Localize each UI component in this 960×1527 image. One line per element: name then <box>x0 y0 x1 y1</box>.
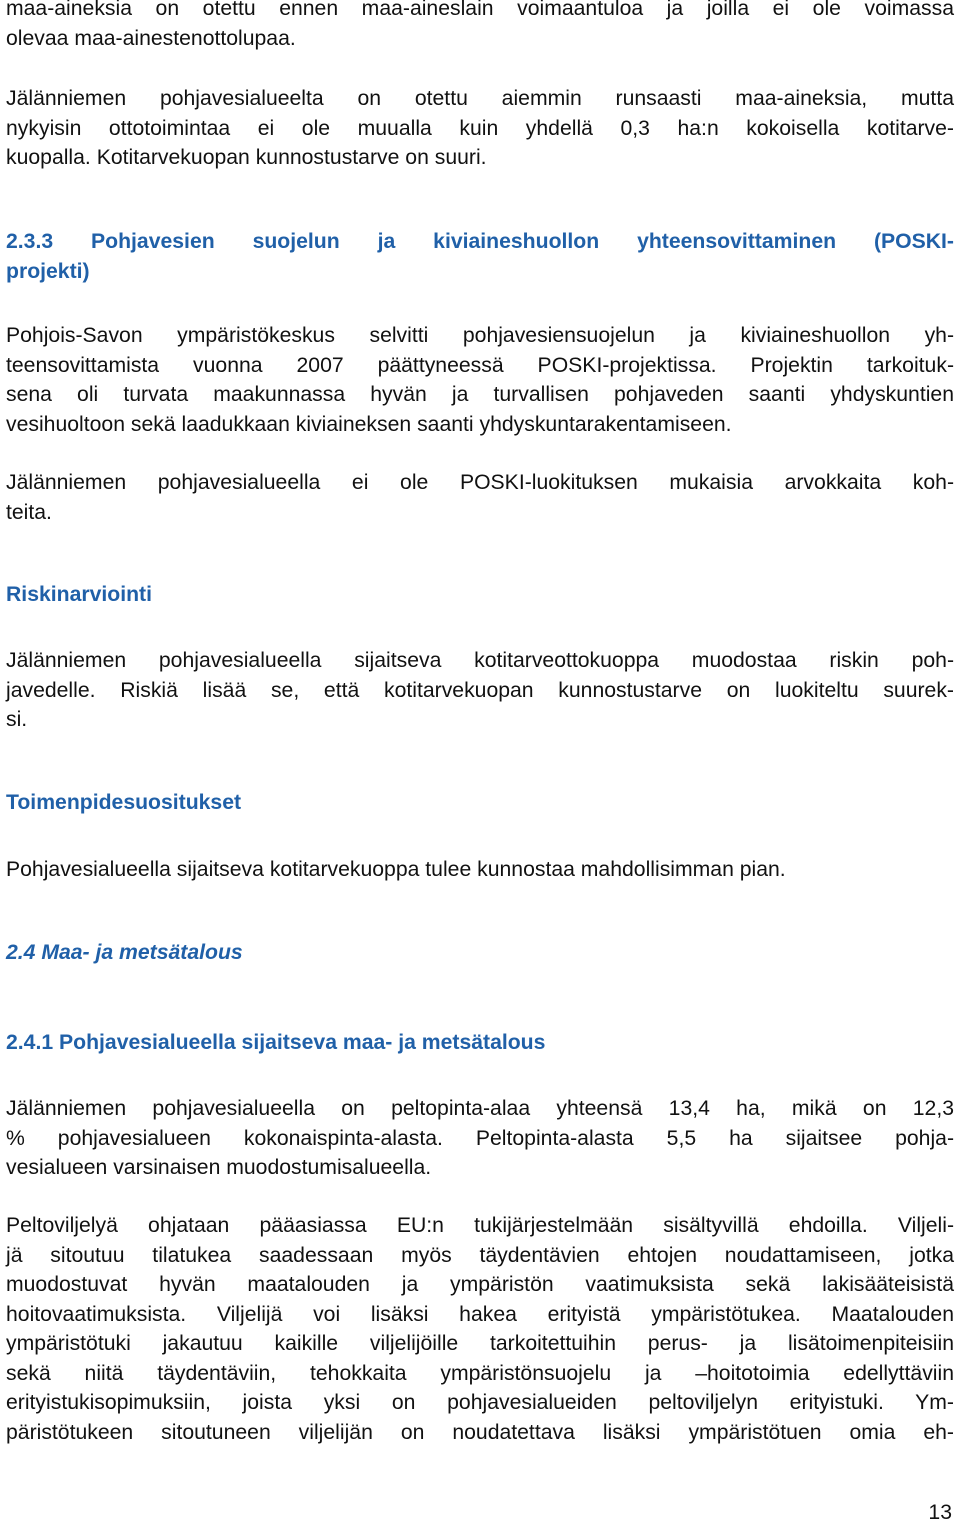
text-line: sena oli turvata maakunnassa hyvän ja turvallisen pohjaveden saanti yhdyskuntien <box>6 383 954 406</box>
text-line: % pohjavesialueen kokonaispinta-alasta. Peltopinta-alasta 5,5 ha sijaitsee pohja- <box>6 1126 954 1150</box>
section-heading-2-4: 2.4 Maa- ja metsätalous <box>6 941 243 964</box>
text-line: Jälänniemen pohjavesialueelta on otettu aiemmin runsaasti maa-aineksia, mutta <box>6 87 954 110</box>
text-line: Jälänniemen pohjavesialueella ei ole POSKI-luokituksen mukaisia arvokkaita koh- <box>6 471 954 494</box>
text-line: muodostuvat hyvän maatalouden ja ympäristön vaatimuksista sekä lakisääteisistä <box>6 1273 954 1296</box>
paragraph-poski-classification <box>6 468 954 527</box>
section-heading-2-3-3 <box>6 227 954 286</box>
paragraph-measures <box>6 855 954 885</box>
text-line: si. <box>6 708 28 731</box>
text-line: nykyisin ottotoimintaa ei ole muualla kuin yhdellä 0,3 ha:n kokoisella kotitarve- <box>6 116 954 140</box>
text-line: teita. <box>6 500 52 524</box>
text-line: erityistukisopimuksiin, joista yksi on pohjavesialueiden peltoviljelyn erityistuki. Ym- <box>6 1391 954 1414</box>
text-line: Pohjavesialueella sijaitseva kotitarvekuoppa tulee kunnostaa mahdollisimman pian. <box>6 858 786 881</box>
text-line: javedelle. Riskiä lisää se, että kotitarvekuopan kunnostustarve on luokiteltu suurek- <box>6 678 954 702</box>
text-line: vesialueen varsinaisen muodostumisalueella. <box>6 1156 432 1179</box>
paragraph-field-area <box>6 1094 954 1183</box>
paragraph-poski <box>6 321 954 439</box>
page-number: 13 <box>928 1501 952 1524</box>
text-line: Pohjois-Savon ympäristökeskus selvitti pohjavesiensuojelun ja kiviaineshuollon yh- <box>6 324 954 347</box>
text-line: vesihuoltoon sekä laadukkaan kiviaineksen saanti yhdyskuntarakentamiseen. <box>6 412 732 436</box>
heading-line: projekti) <box>6 259 90 283</box>
text-line: kuopalla. Kotitarvekuopan kunnostustarve on suuri. <box>6 146 487 169</box>
text-line: maa-aineksia on otettu ennen maa-aineslain voimaantuloa ja joilla ei ole voimassa <box>6 0 954 20</box>
heading-line: 2.3.3 Pohjavesien suojelun ja kiviaineshuollon yhteensovittaminen (POSKI- <box>6 230 954 253</box>
paragraph-top <box>6 0 954 53</box>
section-heading-2-4-1: 2.4.1 Pohjavesialueella sijaitseva maa- ja metsätalous <box>6 1031 546 1054</box>
heading-toimenpidesuositukset: Toimenpidesuositukset <box>6 791 242 814</box>
paragraph-intro <box>6 84 954 173</box>
text-line: teensovittamista vuonna 2007 päättyneessä POSKI-projektissa. Projektin tarkoituk- <box>6 353 954 377</box>
text-line: Jälänniemen pohjavesialueella on peltopinta-alaa yhteensä 13,4 ha, mikä on 12,3 <box>6 1097 954 1120</box>
text-line: hoitovaatimuksista. Viljelijä voi lisäksi hakea erityistä ympäristötukea. Maatalouden <box>6 1302 954 1326</box>
text-line: sekä niitä täydentäviin, tehokkaita ympäristönsuojelu ja –hoitotoimia edellyttäviin <box>6 1361 954 1385</box>
paragraph-risk <box>6 646 954 735</box>
text-line: jä sitoutuu tilatukea saadessaan myös täydentävien ehtojen noudattamiseen, jotka <box>6 1243 954 1267</box>
text-line: olevaa maa-ainestenottolupaa. <box>6 26 296 50</box>
paragraph-eu-support <box>6 1211 954 1447</box>
heading-riskinarviointi: Riskinarviointi <box>6 583 152 606</box>
text-line: Peltoviljelyä ohjataan pääasiassa EU:n tukijärjestelmään sisältyvillä ehdoilla. Viljeli- <box>6 1214 954 1237</box>
text-line: Jälänniemen pohjavesialueella sijaitseva kotitarveottokuoppa muodostaa riskin poh- <box>6 649 954 672</box>
text-line: ympäristötuki jakautuu kaikille viljelijöille tarkoitettuihin perus- ja lisätoimenpiteisiin <box>6 1332 954 1355</box>
text-line: päristötukeen sitoutuneen viljelijän on noudatettava lisäksi ympäristötuen omia eh- <box>6 1420 954 1444</box>
